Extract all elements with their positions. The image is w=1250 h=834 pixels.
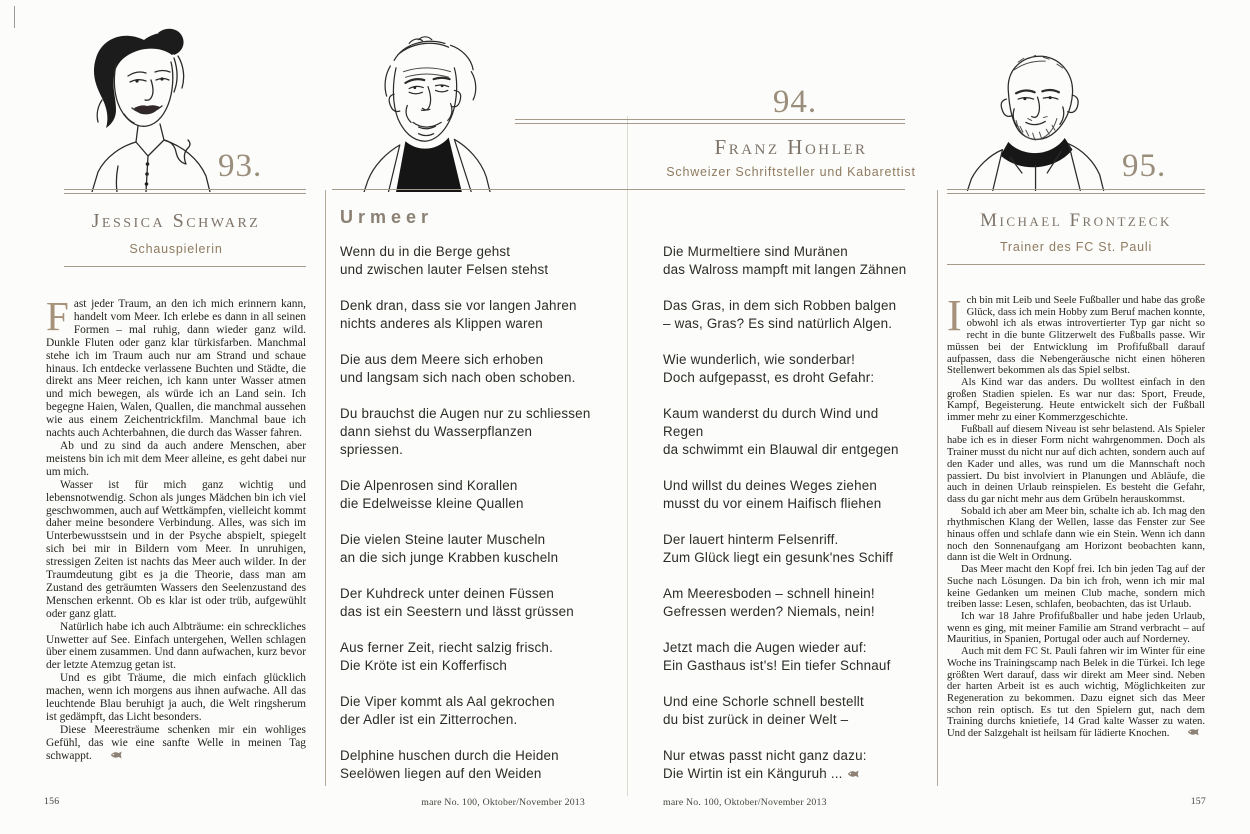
- poem-line: musst du vor einem Haifisch fliehen: [663, 496, 882, 511]
- poem-line: Ein Gasthaus ist's! Ein tiefer Schnauf: [663, 658, 891, 673]
- poem-stanza: [340, 639, 595, 675]
- person-role: Trainer des FC St. Pauli: [999, 240, 1153, 254]
- poem-line: Das Gras, in dem sich Robben balgen: [663, 298, 897, 313]
- poem-stanza: [340, 243, 595, 279]
- poem-line: Der Kuhdreck unter deinen Füssen: [340, 586, 555, 601]
- paragraph-text: ch bin mit Leib und Seele Fußballer und habe das große Glück, dass ich mein Hobby zum Beruf machen konnte, obwohl ich als etwas introvertierter Typ gar nicht so recht in die bunte Glitzerwelt des Fußballs passe. Wir müssen bei der Entwicklung im Profifußball darauf aufpassen, dass die Nebengeräusche nicht einen höheren Stellenwert bekommen als das Spiel selbst.: [947, 295, 1205, 377]
- poem-line: Du brauchst die Augen nur zu schliessen: [340, 406, 591, 421]
- poem-line: Am Meeresboden – schnell hinein!: [663, 586, 875, 601]
- poem-line: Doch aufgepasst, es droht Gefahr:: [663, 370, 875, 385]
- poem-line: nichts anderes als Klippen waren: [340, 316, 543, 331]
- poem-line: Delphine huschen durch die Heiden: [340, 748, 559, 763]
- poem-stanza: [340, 585, 595, 621]
- article-end-fish-icon: [96, 750, 124, 763]
- article-number: 94.: [772, 84, 818, 120]
- poem-stanza: [340, 747, 595, 783]
- poem-line: der Adler ist ein Zitterrochen.: [340, 712, 518, 727]
- poem-line: Die Alpenrosen sind Korallen: [340, 478, 518, 493]
- article-end-fish-icon: [847, 765, 861, 783]
- crop-mark: [14, 6, 15, 28]
- person-role: Schweizer Schriftsteller und Kabarettist: [666, 165, 916, 179]
- poem-line: Denk dran, dass sie vor langen Jahren: [340, 298, 577, 313]
- poem-line: Zum Glück liegt ein gesunk'nes Schiff: [663, 550, 894, 565]
- poem-line: Aus ferner Zeit, riecht salzig frisch.: [340, 640, 553, 655]
- poem-stanza: [663, 747, 918, 783]
- person-name: Franz Hohler: [714, 135, 868, 159]
- poem-column-right: [663, 243, 918, 801]
- poem-line: Gefressen werden? Niemals, nein!: [663, 604, 875, 619]
- portrait-michael-frontzeck: [950, 48, 1125, 191]
- poem-stanza: [340, 297, 595, 333]
- body-paragraph: [46, 293, 306, 440]
- poem-line: an die sich junge Krabben kuscheln: [340, 550, 559, 565]
- body-paragraph: Das Meer macht den Kopf frei. Ich bin jeden Tag auf der Suche nach Lösungen. Da bin ich froh, wenn ich mir mal keine Gedanken um meinen Club mache, sondern mich treiben lasse: Lesen, schlafen, beobachten, das ist Urlaub.: [947, 564, 1205, 611]
- poem-line: [663, 765, 918, 783]
- poem-line: du bist zurück in deiner Welt –: [663, 712, 849, 727]
- poem-line: Die Viper kommt als Aal gekrochen: [340, 694, 555, 709]
- column-divider-right: [937, 190, 938, 786]
- poem-line: Wenn du in die Berge gehst: [340, 244, 511, 259]
- body-paragraph: Natürlich habe ich auch Albträume: ein schreckliches Unwetter auf See. Einfach untergehen, Wellen schlagen über einem zusammen. Und dann aufwachen, kurz bevor der letzte Atemzug getan ist.: [46, 620, 306, 672]
- poem-line: dann siehst du Wasserpflanzen spriessen.: [340, 424, 533, 457]
- poem-stanza: [663, 531, 918, 567]
- body-paragraph: [46, 724, 306, 763]
- poem-line: Der lauert hinterm Felsenriff.: [663, 532, 839, 547]
- body-paragraph: [947, 291, 1205, 377]
- poem-line: Nur etwas passt nicht ganz dazu:: [663, 748, 867, 763]
- body-paragraph: Und es gibt Träume, die mich einfach glücklich machen, wenn ich morgens aus ihnen aufwache. All das leuchtende Blau beruhigt ja auch, die Welt ringsherum ist gedämpft, das Licht besonders.: [46, 672, 306, 723]
- poem-stanza: [340, 531, 595, 567]
- page-number-right: 157: [1190, 796, 1206, 807]
- header-wide-rule: [332, 189, 905, 190]
- header-double-rule: [515, 119, 905, 124]
- poem-line: Die vielen Steine lauter Muscheln: [340, 532, 546, 547]
- journal-line-right: mare No. 100, Oktober/November 2013: [663, 797, 827, 808]
- poem-column-left: [340, 243, 595, 801]
- body-paragraph: Ich war 18 Jahre Profifußballer und habe jeden Urlaub, wenn es ging, mit meiner Familie am Strand verbracht – auf Mauritius, in Spanien, Portugal oder auch auf Norderney.: [947, 610, 1205, 646]
- paragraph-text: ast jeder Traum, an den ich mich erinnern kann, handelt vom Meer. Ich erlebe es dann in all seinen Formen – mal ruhig, dann wieder ganz wild. Dunkle Fluten oder ganz klar türkisfarben. Manchmal stehe ich im Traum auch nur am Strand und schaue hinaus. Ich entdecke verlassene Buchten und Städte, die direkt ans Meer reichen, ich kann unter Wasser atmen und mich bewegen, als würde ich an Land sein. Ich begegne Haien, Walen, Quallen, die manchmal aussehen wie aus einem Zeichentrickfilm. Manchmal baue ich nachts auch Achterbahnen, die durch das Wasser fahren.: [46, 298, 306, 440]
- poem-stanza: [663, 585, 918, 621]
- poem-line: Die Murmeltiere sind Muränen: [663, 244, 848, 259]
- poem-stanza: [663, 351, 918, 387]
- paragraph-text: Auch mit dem FC St. Pauli fahren wir im Winter für eine Woche ins Trainingscamp nach Belek in die Türkei. Ich lege größten Wert darauf, dass wir direkt am Meer sind. Neben der harten Arbeit ist es auch wichtig, Möglichkeiten zur Regeneration zu bekommen. Dazu eignet sich das Meer schon rein optisch. Es tut den Spielern gut, nach dem Training durchs knietiefe, 14 Grad kalte Wasser zu waten. Und der Salzgehalt ist heilsam für lädierte Knochen.: [947, 646, 1205, 740]
- poem-line: Die Kröte ist ein Kofferfisch: [340, 658, 508, 673]
- journal-line-left: mare No. 100, Oktober/November 2013: [421, 797, 585, 808]
- paragraph-text: Diese Meeresträume schenken mir ein wohliges Gefühl, das wie eine sanfte Welle in meinen Tag schwappt.: [46, 723, 306, 762]
- poem-line: da schwimmt ein Blauwal dir entgegen: [663, 442, 899, 457]
- elderly-man-sketch-icon: [348, 34, 508, 192]
- body-paragraph: Fußball auf diesem Niveau ist sehr belastend. Als Spieler habe ich es in dieser Form nicht wahrgenommen. Doch als Trainer musst du nicht nur auf dich achten, sondern auch auf den Kader und alles, was rund um die Mannschaft noch passiert. Du bist involviert in Planungen und Abläufe, die auch in deinen Urlaub reinspielen. Es besteht die Gefahr, dass du gar nicht mehr aus dem Grübeln herauskommst.: [947, 423, 1205, 505]
- header-double-rule: [947, 189, 1205, 194]
- poem-line: Die aus dem Meere sich erhoben: [340, 352, 544, 367]
- bald-man-beard-sketch-icon: [950, 48, 1125, 191]
- header-single-rule: [64, 266, 306, 267]
- page-fold-line: [627, 116, 628, 796]
- poem-stanza: [340, 477, 595, 513]
- article-body: [46, 293, 306, 763]
- body-paragraph: [947, 646, 1205, 740]
- poem-stanza: [663, 243, 918, 279]
- poem-stanza: [663, 693, 918, 729]
- body-paragraph: Ab und zu sind da auch andere Menschen, aber meistens bin ich mit dem Meer alleine, es geht dabei nur um mich.: [46, 439, 306, 478]
- poem-line: das Walross mampft mit langen Zähnen: [663, 262, 907, 277]
- poem-stanza: [340, 351, 595, 387]
- article-body: [947, 291, 1205, 740]
- poem-stanza: [663, 477, 918, 513]
- body-paragraph: Wasser ist für mich ganz wichtig und lebensnotwendig. Schon als junges Mädchen bin ich viel geschwommen, auch auf Wettkämpfen, vielleicht kommt daher meine besondere Verbindung. Alles, was sich im Unterbewusstsein und in der Psyche abspielt, spiegelt sich bei mir in Bildern vom Meer. In unruhigen, stressigen Zeiten ist nachts das Meer auch wilder. In der Traumdeutung gibt es ja die Theorie, dass man am Zustand des geträumten Wassers den Seelenzustand des Menschen erkennt. Ob es klar ist oder trüb, aufgewühlt oder ganz glatt.: [46, 478, 306, 620]
- poem-title: Urmeer: [340, 207, 434, 227]
- body-paragraph: Sobald ich aber am Meer bin, schalte ich ab. Ich mag den rhythmischen Klang der Wellen, lasse das Fenster zur See hinaus offen und schlafe dann wie ein Stein. Wenn ich dann noch den Sonnenaufgang am Horizont beobachten kann, dann ist die Welt in Ordnung.: [947, 505, 1205, 564]
- person-name: Jessica Schwarz: [91, 210, 261, 232]
- poem-line: das ist ein Seestern und lässt grüssen: [340, 604, 574, 619]
- header-single-rule: [947, 264, 1205, 265]
- poem-line: Kaum wanderst du durch Wind und Regen: [663, 406, 879, 439]
- drop-cap: I: [947, 291, 962, 340]
- poem-line: Wie wunderlich, wie sonderbar!: [663, 352, 856, 367]
- drop-cap: F: [46, 293, 69, 339]
- person-role: Schauspielerin: [129, 242, 223, 256]
- poem-line: Und willst du deines Weges ziehen: [663, 478, 878, 493]
- poem-line: Seelöwen liegen auf den Weiden: [340, 766, 542, 781]
- poem-line: Und eine Schorle schnell bestellt: [663, 694, 864, 709]
- poem-stanza: [663, 405, 918, 459]
- poem-line: Jetzt mach die Augen wieder auf:: [663, 640, 867, 655]
- poem-line: und langsam sich nach oben schoben.: [340, 370, 576, 385]
- person-name: Michael Frontzeck: [980, 210, 1172, 231]
- article-number: 95.: [1122, 148, 1167, 184]
- page-number-left: 156: [44, 796, 60, 807]
- poem-stanza: [340, 405, 595, 459]
- poem-stanza: [663, 639, 918, 675]
- poem-stanza: [663, 297, 918, 333]
- column-divider-left: [325, 190, 326, 786]
- portrait-franz-hohler: [348, 34, 508, 192]
- poem-line: – was, Gras? Es sind natürlich Algen.: [663, 316, 893, 331]
- poem-stanza: [340, 693, 595, 729]
- body-paragraph: Als Kind war das anders. Du wolltest einfach in den großen Stadien spielen. Es war nur das: Sport, Freude, Kampf, Begeisterung. Heute entwickelt sich der Fußball immer mehr zu einer Kommerzgeschichte.: [947, 376, 1205, 424]
- header-double-rule: [64, 189, 306, 194]
- article-number: 93.: [218, 148, 263, 184]
- poem-line: und zwischen lauter Felsen stehst: [340, 262, 549, 277]
- poem-line: die Edelweisse kleine Quallen: [340, 496, 524, 511]
- article-end-fish-icon: [1173, 728, 1201, 740]
- poem-line-text: Die Wirtin ist ein Känguruh ...: [663, 766, 843, 781]
